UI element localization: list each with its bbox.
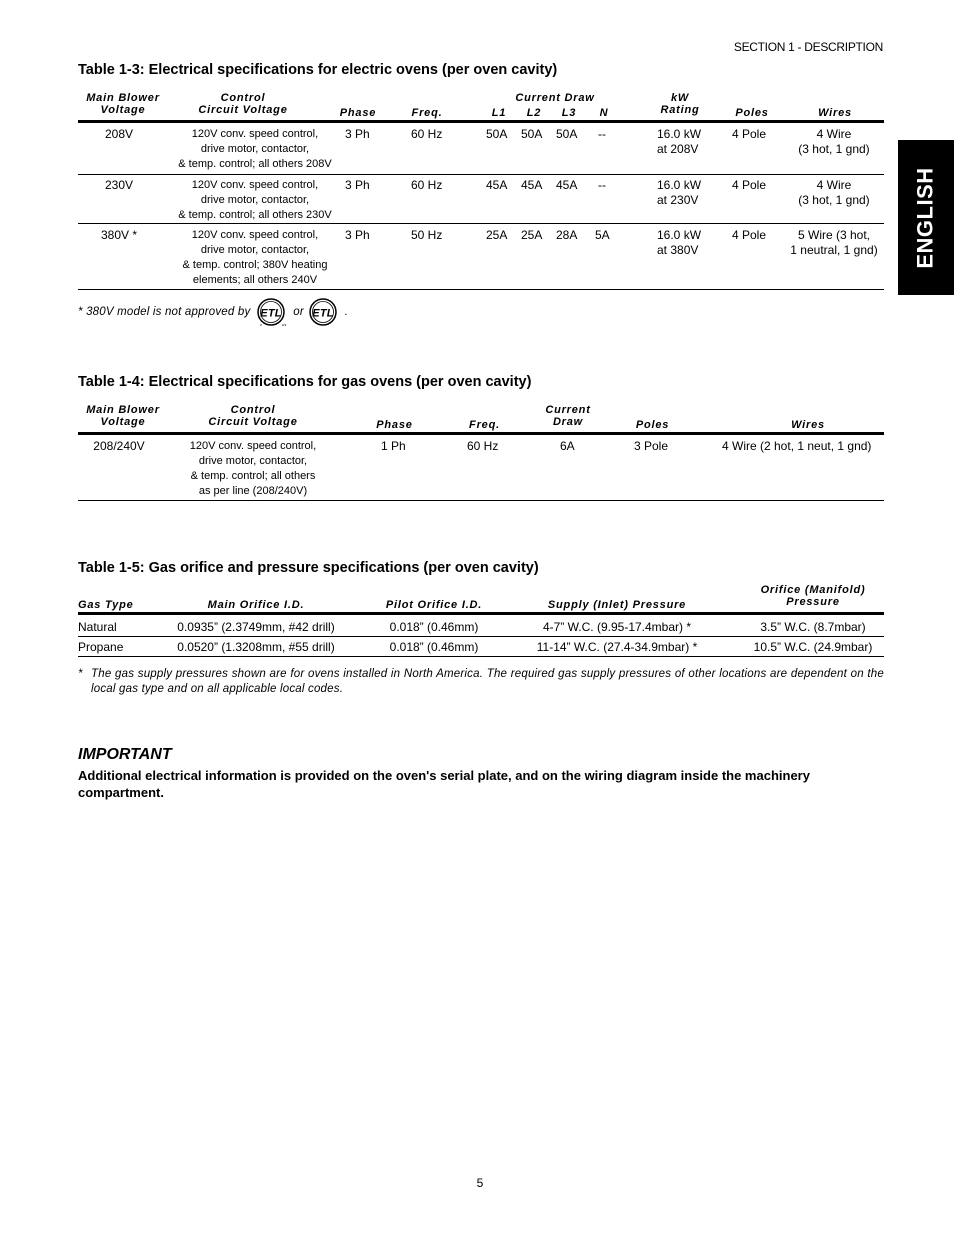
t13-l1: 50A xyxy=(486,127,508,141)
t14-bottom-rule xyxy=(78,500,884,501)
t13-control-line: 120V conv. speed control, xyxy=(191,128,319,140)
t14-header-text: Draw xyxy=(552,416,584,428)
etl-logo-text: ETL xyxy=(312,307,334,320)
t14-header-wires: Wires xyxy=(791,419,825,431)
t14-voltage: 208/240V xyxy=(93,439,145,453)
t14-wires: 4 Wire (2 hot, 1 neut, 1 gnd) xyxy=(722,439,872,453)
page-number: 5 xyxy=(476,1176,484,1190)
t13-note xyxy=(78,297,348,327)
t13-kw-line: at 208V xyxy=(657,142,699,156)
t15-gas: Natural xyxy=(78,620,117,634)
important-text: Additional electrical information is provided on the oven's serial plate, and on the wiring diagram inside the machinery compartment. xyxy=(78,768,810,800)
t14-header-text: Control xyxy=(230,404,276,416)
t13-header-text: kW xyxy=(670,92,690,104)
t15-header-gas-type: Gas Type xyxy=(78,599,134,611)
t15-orifice: 10.5” W.C. (24.9mbar) xyxy=(753,640,873,654)
t13-header-wires: Wires xyxy=(818,107,852,119)
t15-pilot: 0.018” (0.46mm) xyxy=(389,620,479,634)
t13-wires-line: (3 hot, 1 gnd) xyxy=(798,142,870,156)
t13-header-l3: L3 xyxy=(561,107,577,119)
t13-kw-line: 16.0 kW xyxy=(657,127,702,141)
t13-header-text: Circuit Voltage xyxy=(198,104,288,116)
t13-control-line: drive motor, contactor, xyxy=(200,244,310,256)
t13-poles: 4 Pole xyxy=(732,127,767,141)
etl-intertek-logo xyxy=(307,297,341,327)
t13-row-divider xyxy=(78,174,884,175)
t13-kw-line: 16.0 kW xyxy=(657,228,702,242)
t13-kw-line: at 380V xyxy=(657,243,699,257)
t13-wires-line: 1 neutral, 1 gnd) xyxy=(790,243,878,257)
t13-note-or: or xyxy=(293,306,304,319)
t14-current: 6A xyxy=(560,439,575,453)
t13-freq: 50 Hz xyxy=(411,228,443,242)
t13-header-l2: L2 xyxy=(526,107,542,119)
t13-l2: 25A xyxy=(521,228,543,242)
t15-header-rule xyxy=(78,612,884,615)
t15-header-orifice-pressure xyxy=(742,584,884,608)
t14-poles: 3 Pole xyxy=(634,439,669,453)
t13-n: -- xyxy=(598,127,606,141)
t13-n: 5A xyxy=(595,228,610,242)
t15-header-text: Orifice (Manifold) xyxy=(760,584,866,596)
t15-header-main-orifice: Main Orifice I.D. xyxy=(207,599,305,611)
t13-voltage: 208V xyxy=(104,127,134,141)
t13-control-line: drive motor, contactor, xyxy=(200,194,310,206)
t14-header-poles: Poles xyxy=(635,419,670,431)
t14-header-rule xyxy=(78,432,884,435)
t13-l3: 28A xyxy=(556,228,578,242)
t13-bottom-rule xyxy=(78,289,884,290)
t14-header-current xyxy=(533,404,603,428)
t13-wires-line: 4 Wire xyxy=(816,178,852,192)
t13-wires xyxy=(784,228,884,258)
t13-row-divider xyxy=(78,223,884,224)
section-header: SECTION 1 - DESCRIPTION xyxy=(733,40,883,54)
t13-control-line: & temp. control; all others 208V xyxy=(178,158,332,170)
t13-l3: 50A xyxy=(556,127,578,141)
t14-control xyxy=(158,439,348,499)
t14-header-text: Circuit Voltage xyxy=(208,416,298,428)
t13-wires-line: 5 Wire (3 hot, xyxy=(797,228,871,242)
t13-header-phase: Phase xyxy=(339,107,377,119)
t13-l2: 45A xyxy=(521,178,543,192)
t13-header-text: Main Blower xyxy=(86,92,160,104)
t13-n: -- xyxy=(598,178,606,192)
t13-wires xyxy=(784,178,884,208)
t13-control-line: 120V conv. speed control, xyxy=(191,229,319,241)
svg-text:us: us xyxy=(281,322,287,327)
t13-voltage: 380V * xyxy=(100,228,138,242)
t13-freq: 60 Hz xyxy=(411,127,443,141)
table-1-5-title: Table 1-5: Gas orifice and pressure specifications (per oven cavity) xyxy=(78,560,539,576)
t13-control-line: elements; all others 240V xyxy=(192,274,318,286)
t13-header-control xyxy=(168,92,318,116)
t13-phase: 3 Ph xyxy=(345,178,370,192)
t14-header-main-blower xyxy=(78,404,168,428)
t14-header-control xyxy=(178,404,328,428)
t14-header-text: Main Blower xyxy=(86,404,160,416)
t13-freq: 60 Hz xyxy=(411,178,443,192)
table-1-4-title: Table 1-4: Electrical specifications for gas ovens (per oven cavity) xyxy=(78,374,532,390)
table-1-3-title: Table 1-3: Electrical specifications for electric ovens (per oven cavity) xyxy=(78,62,558,78)
t13-kw-line: 16.0 kW xyxy=(657,178,702,192)
t14-phase: 1 Ph xyxy=(381,439,406,453)
t15-supply: 11-14” W.C. (27.4-34.9mbar) * xyxy=(536,640,698,654)
t13-control-line: & temp. control; all others 230V xyxy=(178,209,332,221)
t14-control-line: drive motor, contactor, xyxy=(198,455,308,467)
t13-wires xyxy=(784,127,884,157)
t14-freq: 60 Hz xyxy=(467,439,499,453)
t13-note-suffix: . xyxy=(344,306,349,319)
etl-logo-text: ETL xyxy=(260,307,282,320)
t15-row-divider xyxy=(78,636,884,637)
t13-control xyxy=(160,127,350,172)
t13-l3: 45A xyxy=(556,178,578,192)
t14-header-freq: Freq. xyxy=(469,419,500,431)
etl-listed-logo xyxy=(254,297,290,327)
t13-poles: 4 Pole xyxy=(732,228,767,242)
t13-header-text: Voltage xyxy=(100,104,146,116)
language-tab xyxy=(898,140,954,295)
t15-supply: 4-7” W.C. (9.95-17.4mbar) * xyxy=(542,620,692,634)
t14-header-text: Voltage xyxy=(100,416,146,428)
t13-poles: 4 Pole xyxy=(732,178,767,192)
t13-phase: 3 Ph xyxy=(345,127,370,141)
t13-header-text: Control xyxy=(220,92,266,104)
t13-header-freq: Freq. xyxy=(411,107,443,119)
t13-header-l1: L1 xyxy=(491,107,507,119)
t15-note: The gas supply pressures shown are for ovens installed in North America. The required gas supply pressures of other locations are dependent on the local gas type and on all applicable local codes. xyxy=(91,668,884,695)
t13-header-n: N xyxy=(599,107,609,119)
t15-orifice: 3.5” W.C. (8.7mbar) xyxy=(760,620,866,634)
t13-kw xyxy=(657,228,701,258)
t13-note-text: * 380V model is not approved by xyxy=(78,306,251,319)
t13-voltage: 230V xyxy=(104,178,134,192)
t13-l1: 25A xyxy=(486,228,508,242)
t14-control-line: & temp. control; all others xyxy=(190,470,316,482)
t13-control xyxy=(160,178,350,223)
t13-header-kw xyxy=(645,92,715,116)
t14-header-phase: Phase xyxy=(376,419,413,431)
t15-main: 0.0520” (1.3208mm, #55 drill) xyxy=(177,640,335,654)
t13-kw xyxy=(657,178,701,208)
t15-header-text: Pressure xyxy=(786,596,840,608)
t13-l2: 50A xyxy=(521,127,543,141)
t13-wires-line: (3 hot, 1 gnd) xyxy=(798,193,870,207)
t14-control-line: as per line (208/240V) xyxy=(198,485,308,497)
t13-control-line: 120V conv. speed control, xyxy=(191,179,319,191)
t13-control-line: drive motor, contactor, xyxy=(200,143,310,155)
t15-pilot: 0.018” (0.46mm) xyxy=(389,640,479,654)
t13-kw-line: at 230V xyxy=(657,193,699,207)
t13-phase: 3 Ph xyxy=(345,228,370,242)
t13-l1: 45A xyxy=(486,178,508,192)
t13-header-current-draw: Current Draw xyxy=(515,92,595,104)
t14-header-text: Current xyxy=(545,404,591,416)
t13-control xyxy=(160,228,350,288)
language-tab-label: ENGLISH xyxy=(913,166,939,269)
t15-header-supply: Supply (Inlet) Pressure xyxy=(547,599,687,611)
t13-header-main-blower xyxy=(78,92,168,116)
t14-control-line: 120V conv. speed control, xyxy=(189,440,317,452)
t15-main: 0.0935” (2.3749mm, #42 drill) xyxy=(177,620,335,634)
t13-header-rule xyxy=(78,120,884,123)
t13-wires-line: 4 Wire xyxy=(816,127,852,141)
t13-kw xyxy=(657,127,701,157)
t15-gas: Propane xyxy=(78,640,124,654)
svg-text:c: c xyxy=(259,322,263,327)
t15-bottom-rule xyxy=(78,656,884,657)
t13-header-poles: Poles xyxy=(735,107,769,119)
t13-header-text: Rating xyxy=(660,104,700,116)
important-heading: IMPORTANT xyxy=(78,746,172,763)
t15-header-pilot-orifice: Pilot Orifice I.D. xyxy=(385,599,483,611)
t15-note-star: * xyxy=(78,668,83,680)
t13-control-line: & temp. control; 380V heating xyxy=(182,259,328,271)
